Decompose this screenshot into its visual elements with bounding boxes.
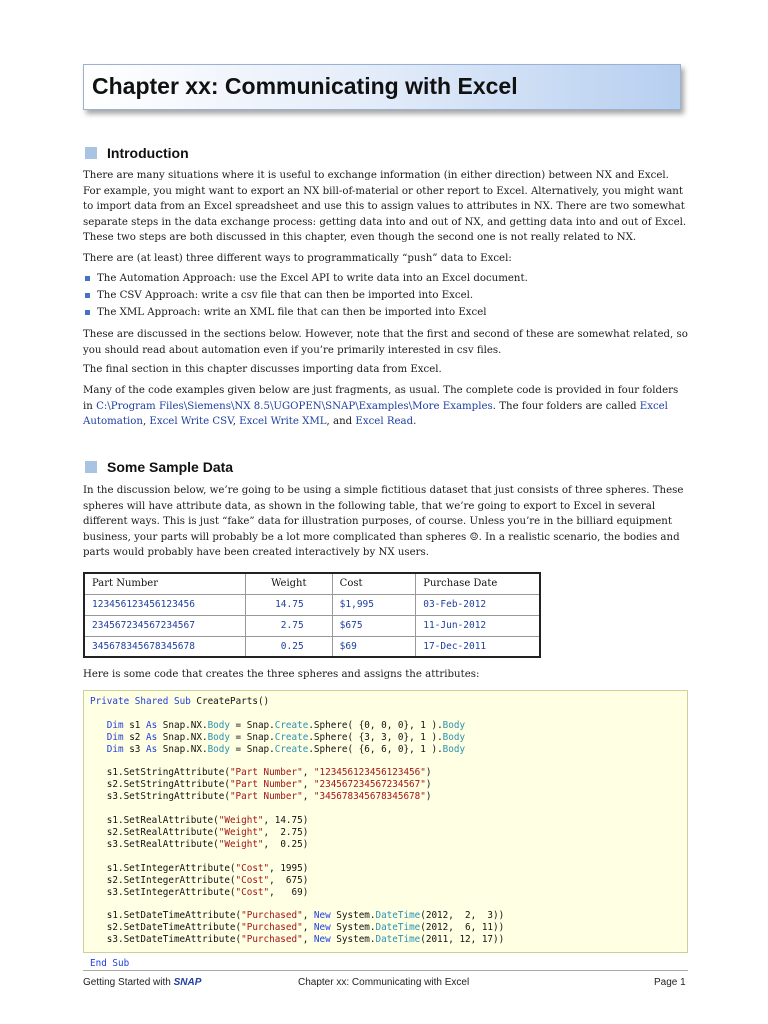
list-item: [83, 287, 688, 304]
table-header-row: [84, 573, 540, 594]
section-marker-icon: [85, 461, 97, 473]
table-cell: 03-Feb-2012: [416, 594, 540, 615]
folder-link-excel-automation[interactable]: Excel Automation: [83, 400, 668, 427]
table-row: [84, 636, 540, 657]
text-run: . The four folders are called: [492, 400, 640, 412]
text-run: ,: [142, 416, 150, 427]
list-item-text: The CSV Approach: write a csv file that can then be imported into Excel.: [97, 290, 474, 301]
section-marker-icon: [85, 147, 97, 159]
approach-list: [83, 270, 688, 321]
intro-paragraph-2: There are (at least) three different ways to programmatically “push” data to Excel:: [83, 253, 512, 264]
list-item: [83, 270, 688, 287]
text-run: , and: [326, 416, 356, 427]
table-cell: $1,995: [332, 594, 416, 615]
chapter-title: Chapter xx: Communicating with Excel: [92, 73, 518, 99]
intro-heading: Introduction: [107, 145, 189, 161]
intro-paragraph-5: [83, 383, 688, 430]
footer-left: [83, 977, 201, 988]
footer-divider: [83, 970, 688, 971]
table-cell: 14.75: [245, 594, 332, 615]
sample-heading: Some Sample Data: [107, 459, 234, 475]
text-run: .: [413, 416, 417, 427]
footer-left-text: Getting Started with: [83, 977, 174, 988]
column-header: Weight: [245, 573, 332, 594]
folder-link-excel-write-csv[interactable]: Excel Write CSV: [149, 416, 233, 427]
table-cell: 11-Jun-2012: [416, 615, 540, 636]
folder-link-excel-read[interactable]: Excel Read: [355, 416, 414, 427]
folder-link-excel-write-xml[interactable]: Excel Write XML: [239, 416, 327, 427]
column-header: Purchase Date: [416, 573, 540, 594]
list-item: [83, 304, 688, 321]
text-run: Many of the code examples given below are just fragments, as usual. The complete code is provided in four folders in: [83, 385, 679, 412]
text-run: ,: [232, 416, 240, 427]
code-block: Private Shared Sub CreateParts() Dim s1 As Snap.NX.Body = Snap.Create.Sphere( {0, 0, 0}, 1 ).Body Dim s2 As Snap.NX.Body = Snap.Create.Sphere( {3, 3, 0}, 1 ).Body Dim s3 As Snap.NX.Body = Snap.Create.Sphere( {6, 6, 0}, 1 ).Body s1.SetStringAttribute("Part Number", "123456123456123456") s2.SetStringAttribute("Part Number", "234567234567234567") s3.SetStringAttribute("Part Number", "345678345678345678") s1.SetRealAttribute("Weight", 14.75) s2.SetRealAttribute("Weight", 2.75) s3.SetRealAttribute("Weight", 0.25) s1.SetIntegerAttribute("Cost", 1995) s2.SetIntegerAttribute("Cost", 675) s3.SetIntegerAttribute("Cost", 69) s1.SetDateTimeAttribute("Purchased", New System.DateTime(2012, 2, 3)) s2.SetDateTimeAttribute("Purchased", New System.DateTime(2012, 6, 11)) s3.SetDateTimeAttribute("Purchased", New System.DateTime(2011, 12, 17)) End Sub: [90, 696, 505, 969]
sample-section-header: [85, 458, 233, 476]
table-cell: 0.25: [245, 636, 332, 657]
bullet-icon: [85, 310, 90, 315]
table-cell: 123456123456123456: [84, 594, 245, 615]
sample-data-table: [83, 572, 541, 658]
examples-path-link[interactable]: C:\Program Files\Siemens\NX 8.5\UGOPEN\SNAP\Examples\More Examples: [96, 400, 493, 412]
intro-section-header: [85, 144, 189, 162]
table-row: [84, 594, 540, 615]
snap-logo: SNAP: [173, 977, 202, 988]
column-header: Part Number: [84, 573, 245, 594]
footer-page-number: Page 1: [654, 977, 686, 988]
bullet-icon: [85, 276, 90, 281]
chapter-title-banner: [83, 64, 681, 110]
intro-paragraph-4: The final section in this chapter discusses importing data from Excel.: [83, 364, 442, 375]
table-cell: 234567234567234567: [84, 615, 245, 636]
table-cell: 345678345678345678: [84, 636, 245, 657]
sample-paragraph-2: Here is some code that creates the three spheres and assigns the attributes:: [83, 669, 480, 680]
intro-paragraph-1: There are many situations where it is useful to exchange information (in either direction) between NX and Excel. For example, you might want to export an NX bill-of-material or other report to Excel. Alternatively, you might want to import data from an Excel spreadsheet and use this to assign values to attributes in NX. There are two somewhat separate steps in the data exchange process: getting data into and out of NX, and getting data into and out of Excel. These two steps are both discussed in this chapter, even though the second one is not really related to NX.: [83, 170, 687, 243]
table-cell: $675: [332, 615, 416, 636]
intro-paragraph-3: These are discussed in the sections below. However, note that the first and second of these are somewhat related, so you should read about automation even if you’re primarily interested in csv files.: [83, 329, 688, 356]
table-row: [84, 615, 540, 636]
table-cell: $69: [332, 636, 416, 657]
footer-center: Chapter xx: Communicating with Excel: [298, 977, 470, 988]
bullet-icon: [85, 293, 90, 298]
column-header: Cost: [332, 573, 416, 594]
list-item-text: The Automation Approach: use the Excel API to write data into an Excel document.: [97, 273, 528, 284]
code-listing: [83, 690, 688, 969]
table-cell: 17-Dec-2011: [416, 636, 540, 657]
list-item-text: The XML Approach: write an XML file that can then be imported into Excel: [97, 307, 487, 318]
table-cell: 2.75: [245, 615, 332, 636]
sample-paragraph-1: In the discussion below, we’re going to be using a simple fictitious dataset that just consists of three spheres. These spheres will have attribute data, as shown in the following table, that we’re going to export to Excel in several different ways. This is just “fake” data for illustration purposes, of course. Unless you’re in the billiard equipment business, your parts will probably be a lot more complicated than spheres ☺. In a realistic scenario, the bodies and parts would probably have been created interactively by NX users.: [83, 485, 684, 558]
